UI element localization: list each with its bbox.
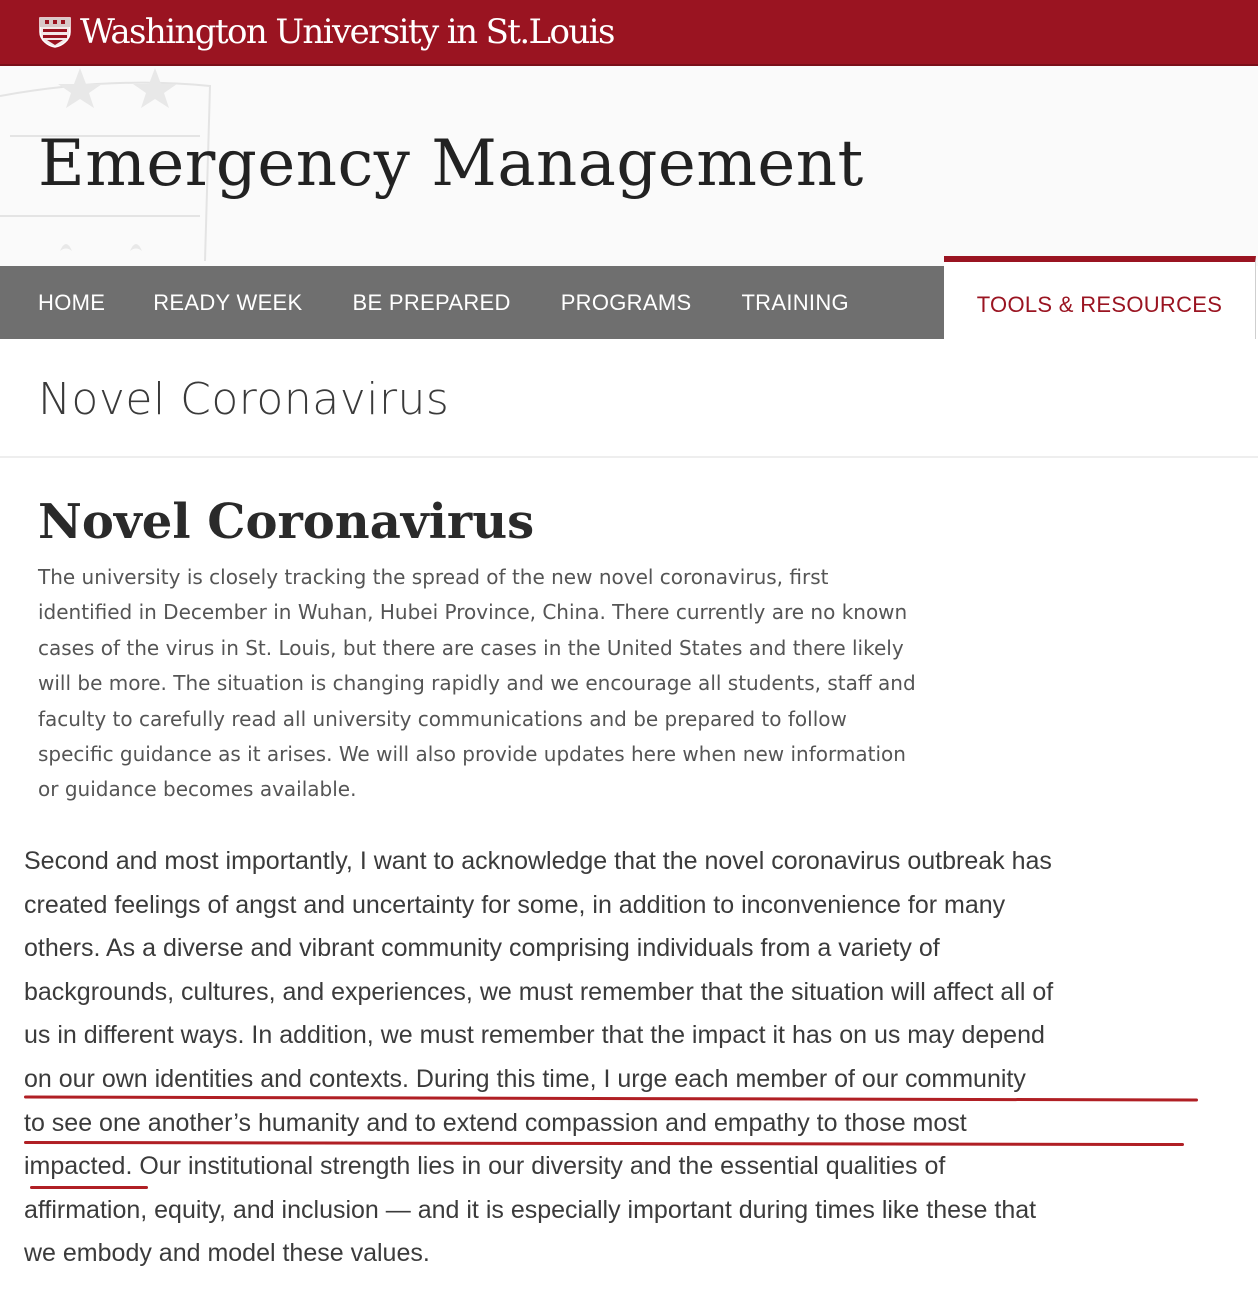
letter-line: others. As a diverse and vibrant community comprising individuals from a variety of: [24, 934, 940, 963]
highlight-underline: [30, 1186, 148, 1189]
intro-line: or guidance becomes available.: [38, 777, 357, 802]
intro-line: identified in December in Wuhan, Hubei Province, China. There currently are no known: [38, 600, 908, 625]
nav-training[interactable]: TRAINING: [741, 289, 849, 315]
nav-be-prepared[interactable]: BE PREPARED: [352, 289, 511, 315]
letter-line: on our own identities and contexts. During this time, I urge each member of our community: [24, 1064, 1026, 1093]
university-header-bar: [0, 0, 1258, 66]
page-title: Novel Coronavirus: [38, 374, 450, 425]
intro-line: specific guidance as it arises. We will also provide updates here when new information: [38, 742, 906, 767]
nav-tools-resources[interactable]: TOOLS & RESOURCES: [944, 256, 1256, 339]
letter-line: impacted. Our institutional strength lies in our diversity and the essential qualities of: [24, 1152, 946, 1181]
divider: [0, 456, 1258, 458]
letter-line: created feelings of angst and uncertainty for some, in addition to inconvenience for many: [24, 890, 1006, 919]
letter-line: we embody and model these values.: [24, 1239, 430, 1268]
nav-home[interactable]: HOME: [38, 289, 106, 315]
intro-line: cases of the virus in St. Louis, but there are cases in the United States and there likely: [38, 635, 904, 660]
site-hero: [0, 66, 1258, 266]
university-name-link[interactable]: Washington University in St.Louis: [80, 12, 614, 52]
site-title[interactable]: Emergency Management: [38, 127, 864, 201]
intro-line: will be more. The situation is changing rapidly and we encourage all students, staff and: [38, 671, 916, 696]
article-title: Novel Coronavirus: [38, 494, 535, 550]
nav-ready-week[interactable]: READY WEEK: [153, 289, 303, 315]
intro-line: faculty to carefully read all university communications and be prepared to follow: [38, 706, 847, 731]
letter-line: affirmation, equity, and inclusion — and it is especially important during times like these that: [24, 1195, 1037, 1224]
article-intro: [38, 560, 1118, 808]
letter-line: backgrounds, cultures, and experiences, we must remember that the situation will affect all of: [24, 977, 1054, 1006]
letter-line: to see one another’s humanity and to extend compassion and empathy to those most: [24, 1108, 967, 1137]
nav-programs[interactable]: PROGRAMS: [560, 289, 692, 315]
intro-line: The university is closely tracking the spread of the new novel coronavirus, first: [38, 565, 829, 589]
main-nav: [0, 266, 944, 339]
letter-line: Second and most importantly, I want to acknowledge that the novel coronavirus outbreak has: [24, 847, 1052, 875]
letter-excerpt: [24, 840, 1244, 1276]
letter-line: us in different ways. In addition, we must remember that the impact it has on us may depend: [24, 1021, 1045, 1050]
university-shield-icon: [38, 16, 72, 48]
